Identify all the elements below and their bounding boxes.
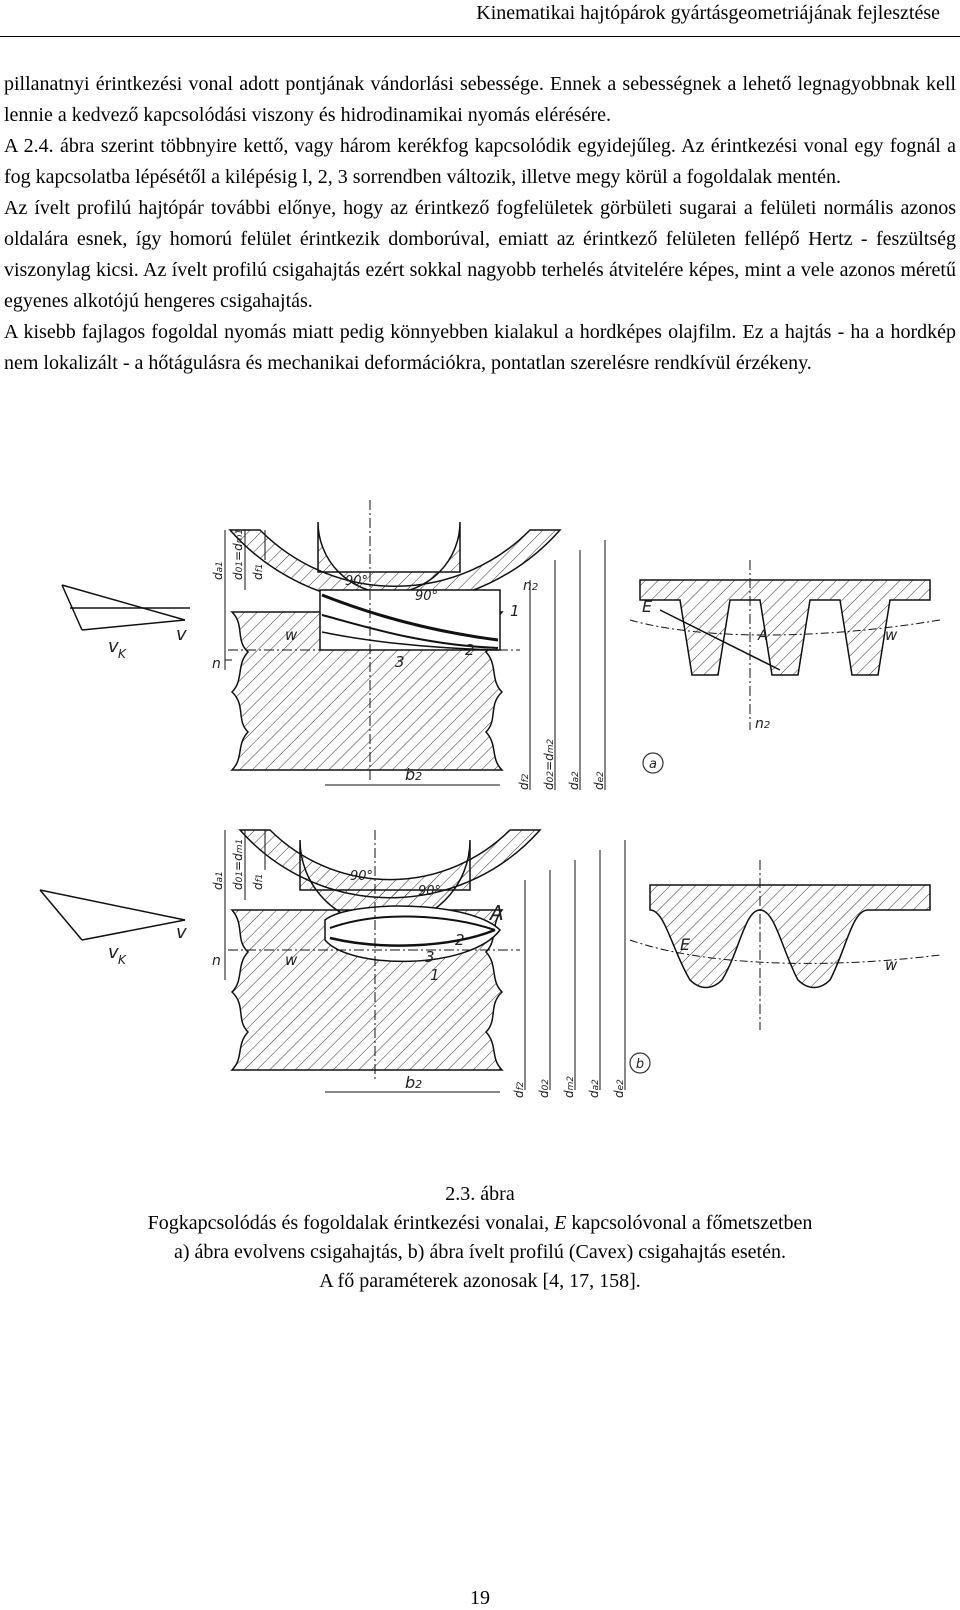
page-header [0,0,960,40]
vector-label-vk: v [108,942,119,963]
angle-label: 90° [418,884,442,899]
w-label: w [285,626,298,644]
dim-d02-dm2: d02=dm2 [542,738,556,790]
vector-label-v: v [176,624,187,645]
paragraph: pillanatnyi érintkezési vonal adott pontjának vándorlási sebessége. Ennek a sebességnek a lehető legnagyobbnak kell lennie a kedvező kapcsolódási viszony és hidrodinamikai nyomás elérésére. [4,73,956,126]
figure-worm-gear-contact [0,500,960,1160]
page-number: 19 [470,1587,490,1609]
caption-emphasis: E [554,1212,567,1234]
worm-body-b [228,830,540,1080]
dim-df2: df2 [517,773,531,790]
b2-label: b2 [405,1073,423,1092]
paragraph: A kisebb fajlagos fogoldal nyomás miatt pedig könnyebben kialakul a hordképes olajfilm. Ez a hajtás - ha a hordkép nem lokalizált - a hőtágulásra és mechanikai deformációkra, pontatlan szerelésre rendkívül érzékeny. [4,321,956,374]
n-label: n [212,953,221,969]
line-number-3: 3 [395,653,405,671]
paragraph: Az ívelt profilú hajtópár további előnye, hogy az érintkező fogfelületek görbületi sugarai a felületi normális azonos oldalára esnek, így homorú felület érintkezik domborúval, emiatt az érintkező felületen fellépő Hertz - feszültség viszonylag kicsi. Az ívelt profilú csigahajtás ezért sokkal nagyobb terhelés átvitelére képes, mint a vele azonos méretű egyenes alkotójú hengeres csigahajtás. [4,197,956,312]
caption-line-3: A fő paraméterek azonosak [4, 17, 158]. [319,1270,641,1292]
panel-b [40,830,940,1098]
panel-a [62,500,940,790]
dim-da1: da1 [211,561,225,580]
dim-da2: da2 [567,771,581,790]
line-number-2: 2 [465,641,475,659]
dim-de2: de2 [612,1079,626,1098]
E-label: E [642,597,653,616]
velocity-triangle-b [40,890,185,940]
w-label: w [885,626,898,644]
line-number-1: 1 [510,602,520,620]
vector-label-vk: v [108,636,119,657]
vector-label-vk-sub: K [118,953,126,967]
dim-de2: de2 [592,771,606,790]
vector-label-v: v [176,922,187,943]
b2-label: b2 [405,765,423,784]
n-label: n [212,656,221,672]
dim-dm2: dm2 [562,1075,576,1098]
n2-label: n2 [523,578,539,594]
wheel-teeth-a [630,560,940,730]
line-number-3: 3 [425,948,435,966]
vector-label-vk-sub: K [118,647,126,661]
worm-body-a [228,500,560,780]
angle-label: 90° [345,574,369,589]
angle-label: 90° [350,869,374,884]
w-label: w [885,956,898,974]
caption-text: kapcsolóvonal a főmetszetben [566,1212,813,1234]
dim-d01-dm1: d01=dm1 [231,838,245,890]
w-label: w [285,951,298,969]
caption-number: 2.3. ábra [445,1183,515,1205]
panel-b-letter: b [635,1057,645,1072]
header-title: Kinematikai hajtópárok gyártásgeometriájának fejlesztése [476,2,940,24]
dim-d01-dm1: d01=dm1 [231,528,245,580]
body-text [4,69,956,379]
dim-df1: df1 [251,563,265,580]
panel-a-letter: a [649,757,657,772]
line-number-2: 2 [455,931,465,949]
dim-df1: df1 [251,873,265,890]
figure-drawing [0,500,960,1160]
header-rule [0,36,960,37]
caption-line-2: a) ábra evolvens csigahajtás, b) ábra ívelt profilú (Cavex) csigahajtás esetén. [174,1241,786,1263]
E-label: E [680,935,691,954]
A-label: A [490,901,504,925]
line-number-1: 1 [430,966,440,984]
figure-caption [0,1180,960,1296]
caption-text: Fogkapcsolódás és fogoldalak érintkezési vonalai, [147,1212,555,1234]
angle-label: 90° [415,589,439,604]
dim-da2: da2 [587,1079,601,1098]
wheel-teeth-b [630,860,940,1030]
dim-df2: df2 [512,1081,526,1098]
velocity-triangle-a [62,585,190,630]
paragraph: A 2.4. ábra szerint többnyire kettő, vagy három kerékfog kapcsolódik egyidejűleg. Az érintkezési vonal egy fognál a fog kapcsolatba lépésétől a kilépésig l, 2, 3 sorrendben változik, illetve megy körül a fogoldalak mentén. [4,135,956,188]
dim-da1: da1 [211,871,225,890]
A-label: A [758,628,768,644]
dim-d02: d02 [537,1078,551,1098]
n2-label: n2 [755,716,771,732]
caption-line-1 [0,1209,960,1238]
